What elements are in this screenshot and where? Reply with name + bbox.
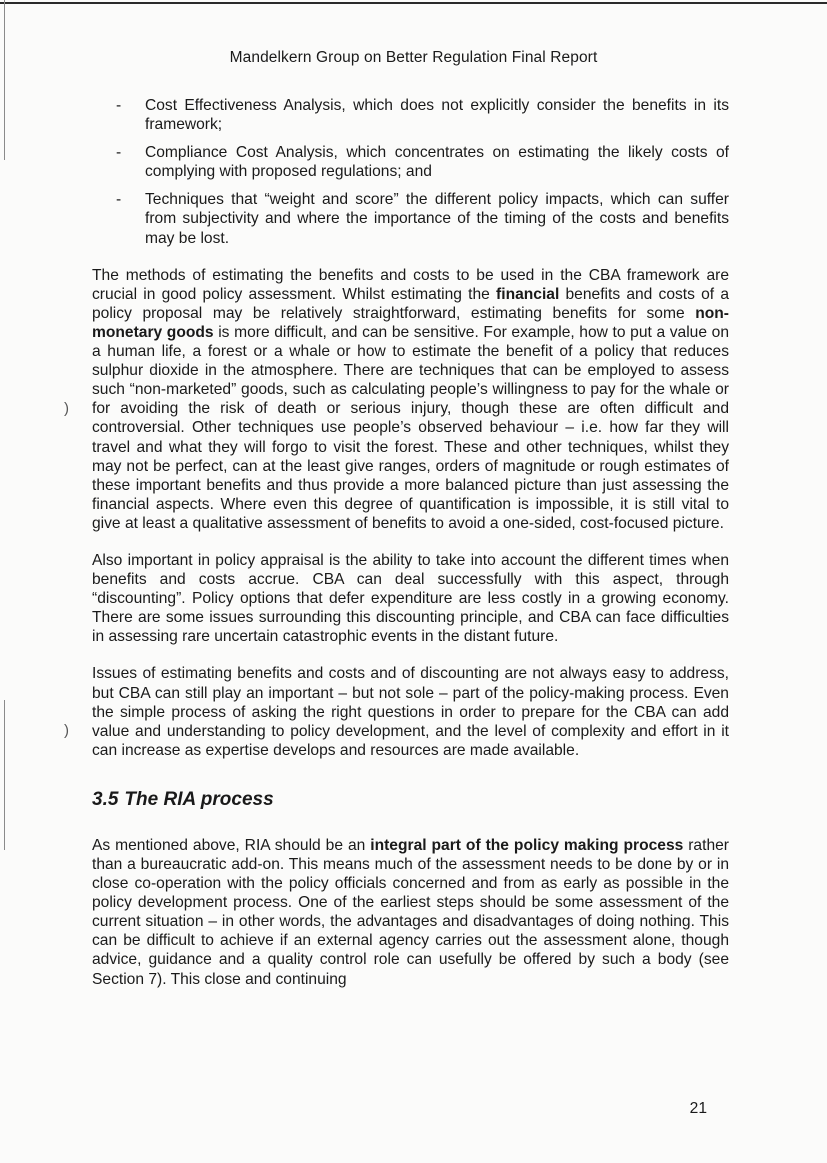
list-item: [92, 143, 729, 181]
left-scan-edge: [4, 0, 5, 160]
emphasis-non-monetary-goods: non-monetary goods: [92, 304, 729, 341]
scan-mark-lower: ): [64, 722, 69, 739]
list-item: [92, 190, 729, 247]
section-title: The RIA process: [124, 788, 274, 810]
bullet-marker: -: [116, 97, 122, 114]
emphasis-integral-part: integral part of the policy making process: [370, 836, 684, 854]
paragraph-benefit-estimation: [92, 266, 729, 533]
bullet-marker: -: [116, 191, 122, 209]
section-number: 3.5: [92, 788, 119, 810]
paragraph-issues: Issues of estimating benefits and costs and of discounting are not always easy to address, but CBA can still play an important – but not sole – part of the policy-making process. Even the simple process of asking the right questions in order to prepare for the CBA can add value and understanding to policy development, and the level of complexity and effort in it can increase as expertise develops and resources are made available.: [92, 665, 729, 759]
text-run: benefits and costs of a policy proposal may be relatively straightforward, estimating benefits for some: [92, 285, 729, 322]
left-scan-edge-lower: [4, 700, 5, 850]
emphasis-financial: financial: [496, 285, 560, 303]
bullet-marker: -: [116, 144, 122, 162]
page-number: 21: [689, 1100, 707, 1117]
text-run: rather than a bureaucratic add-on. This means much of the assessment needs to be done by or in close co-operation with the policy officials concerned and from as early as possible in the policy development process. One of the earliest steps should be some assessment of the current situation – in other words, the advantages and disadvantages of doing nothing. This can be difficult to achieve if an external agency carries out the assessment alone, though advice, guidance and a quality control role can usefully be offered by such a body (see Section 7). This close and continuing: [92, 836, 729, 988]
bullet-text: Compliance Cost Analysis, which concentrates on estimating the likely costs of complying with proposed regulations; and: [145, 144, 729, 181]
paragraph-discounting: Also important in policy appraisal is the ability to take into account the different times when benefits and costs accrue. CBA can deal successfully with this aspect, through “discounting”. Policy options that defer expenditure are less costly in a growing economy. There are some issues surrounding this discounting principle, and CBA can face difficulties in assessing rare uncertain catastrophic events in the distant future.: [92, 551, 729, 646]
text-run: The methods of estimating the benefits and costs to be used in the CBA framework are crucial in good policy assessment. Whilst estimating the: [92, 266, 729, 303]
text-run: As mentioned above, RIA should be an: [92, 836, 371, 854]
text-run: is more difficult, and can be sensitive. For example, how to put a value on a human life, a forest or a whale or how to estimate the benefit of a policy that reduces sulphur dioxide in the atmosphere. There are techniques that can be employed to assess such “non-marketed” goods, such as calculating people’s willingness to pay for the whale or for avoiding the risk of death or serious injury, though these are often difficult and controversial. Other techniques use people’s observed behaviour – i.e. how far they will travel and what they will forgo to visit the forest. These and other techniques, whilst they may not be perfect, can at the least give ranges, orders of magnitude or rough estimates of these important benefits and thus provide a more balanced picture than just assessing the financial aspects. Where even this degree of quantification is impossible, it is still vital to give at least a qualitative assessment of benefits to avoid a one-sided, cost-focused picture.: [92, 323, 729, 532]
section-heading: [92, 789, 729, 811]
method-bullet-list: [92, 96, 729, 248]
list-item: [92, 96, 729, 134]
scan-mark-upper: ): [64, 400, 69, 417]
bullet-text: Techniques that “weight and score” the different policy impacts, which can suffer from subjectivity and where the importance of the timing of the costs and benefits may be lost.: [145, 191, 729, 247]
top-edge-rule: [0, 2, 827, 4]
bullet-text: Cost Effectiveness Analysis, which does not explicitly consider the benefits in its framework;: [145, 97, 729, 134]
running-header: Mandelkern Group on Better Regulation Final Report: [229, 49, 598, 66]
page-body: [92, 96, 729, 989]
paragraph-ria-process: [92, 836, 729, 989]
